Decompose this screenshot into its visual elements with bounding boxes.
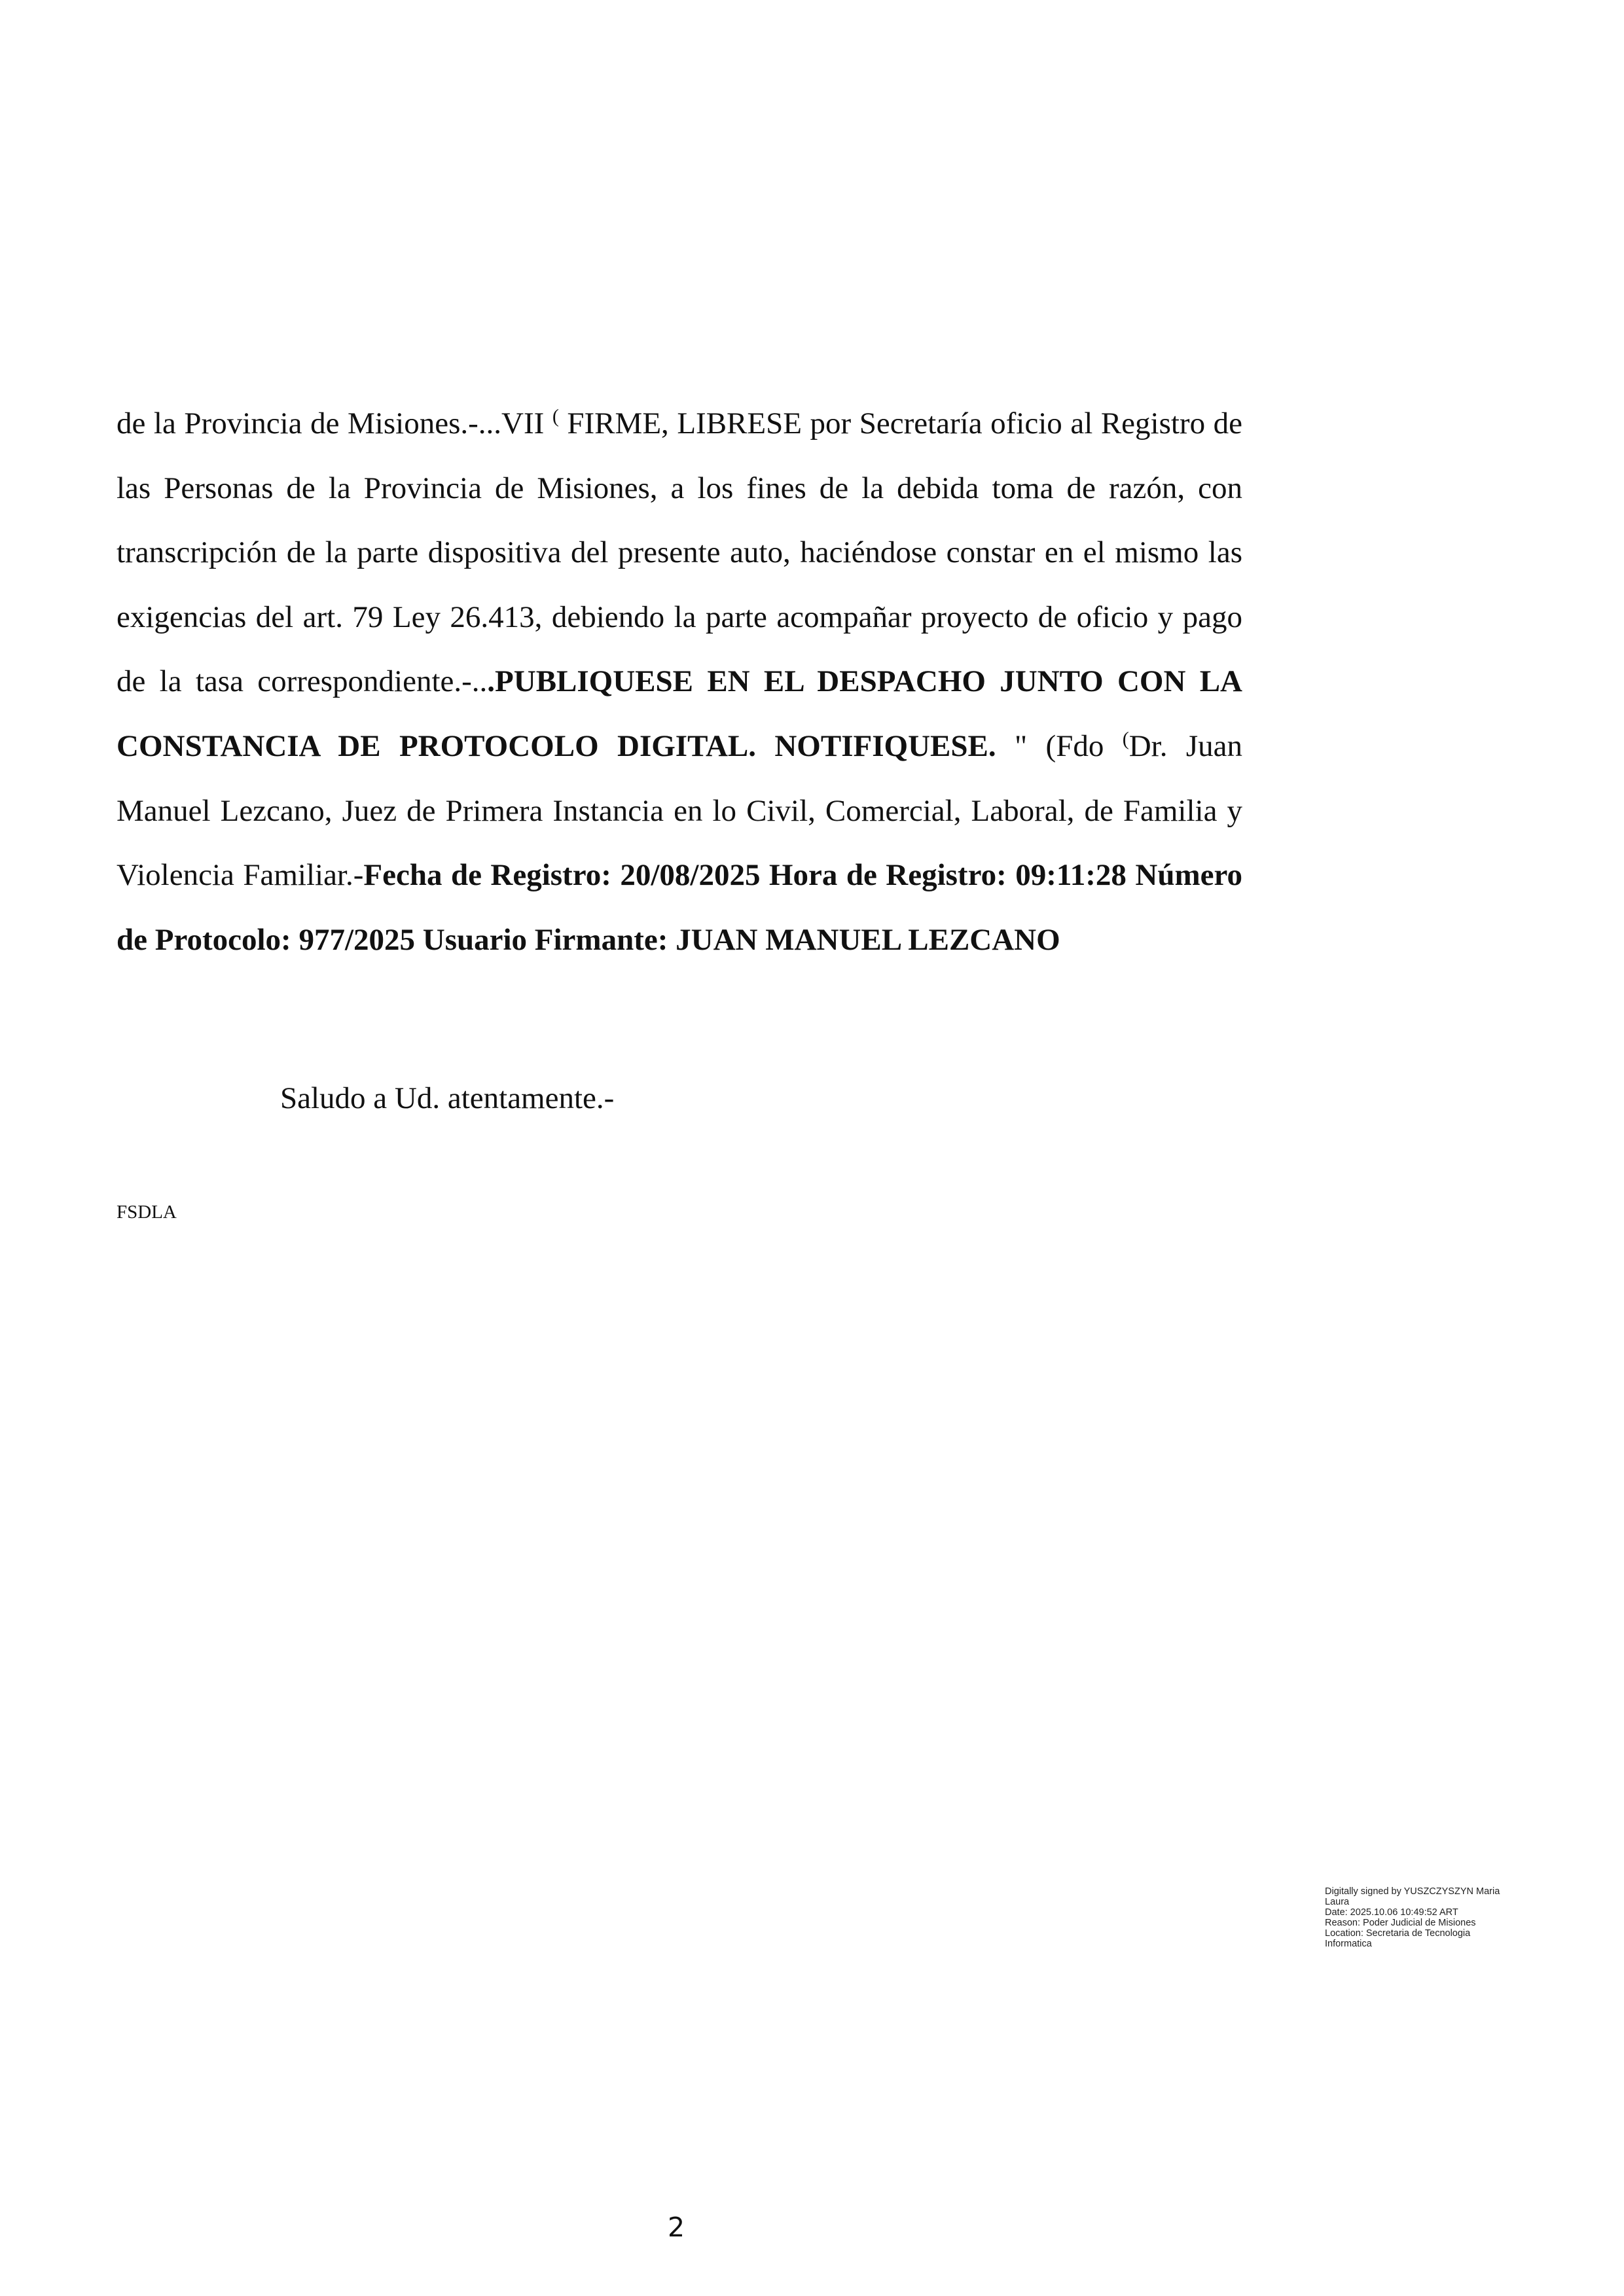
closing-salutation: Saludo a Ud. atentamente.-	[280, 1081, 615, 1115]
bold-registry-details: Fecha de Registro: 20/08/2025 Hora de Registro: 09:11:28 Número de Protocolo: 977/2025 Usuario Firmante: JUAN MANUEL LEZCANO	[117, 858, 1242, 957]
digital-signature-block	[1325, 1886, 1534, 1949]
signature-line-4: Reason: Poder Judicial de Misiones	[1325, 1918, 1476, 1928]
signature-line-5: Location: Secretaria de Tecnologia	[1325, 1928, 1471, 1939]
signature-line-6: Informatica	[1325, 1939, 1372, 1949]
signature-line-3: Date: 2025.10.06 10:49:52 ART	[1325, 1907, 1458, 1918]
body-segment-1: de la Provincia de Misiones.-...VII	[117, 406, 552, 440]
page-number: 2	[667, 2212, 685, 2243]
bold-publication-order: .PUBLIQUESE EN EL DESPACHO JUNTO CON LA CONSTANCIA DE PROTOCOLO DIGITAL. NOTIFIQUESE.	[117, 664, 1243, 763]
superscript-parenthesis: (	[552, 405, 559, 427]
body-segment-3: " (Fdo	[996, 728, 1123, 763]
signature-line-2: Laura	[1325, 1897, 1350, 1907]
superscript-parenthesis-2: (	[1122, 728, 1129, 750]
body-segment-2: FIRME, LIBRESE por Secretaría oficio al Registro de las Personas de la Provincia de Misiones, a los fines de la debida toma de razón, con transcripción de la parte dispositiva del presente auto, haciéndose constar en el mismo las exigencias del art. 79 Ley 26.413, debiendo la parte acompañar proyecto de oficio y pago de la tasa correspondiente.-..	[117, 406, 1243, 699]
resolution-body-text	[117, 391, 1242, 972]
signature-line-1: Digitally signed by YUSZCZYSZYN Maria	[1325, 1886, 1500, 1897]
author-initials: FSDLA	[117, 1202, 177, 1223]
signing-judge-text: Dr. Juan Manuel Lezcano, Juez de Primera Instancia en lo Civil, Comercial, Laboral, de Familia y Violencia Familiar.-	[117, 728, 1242, 893]
